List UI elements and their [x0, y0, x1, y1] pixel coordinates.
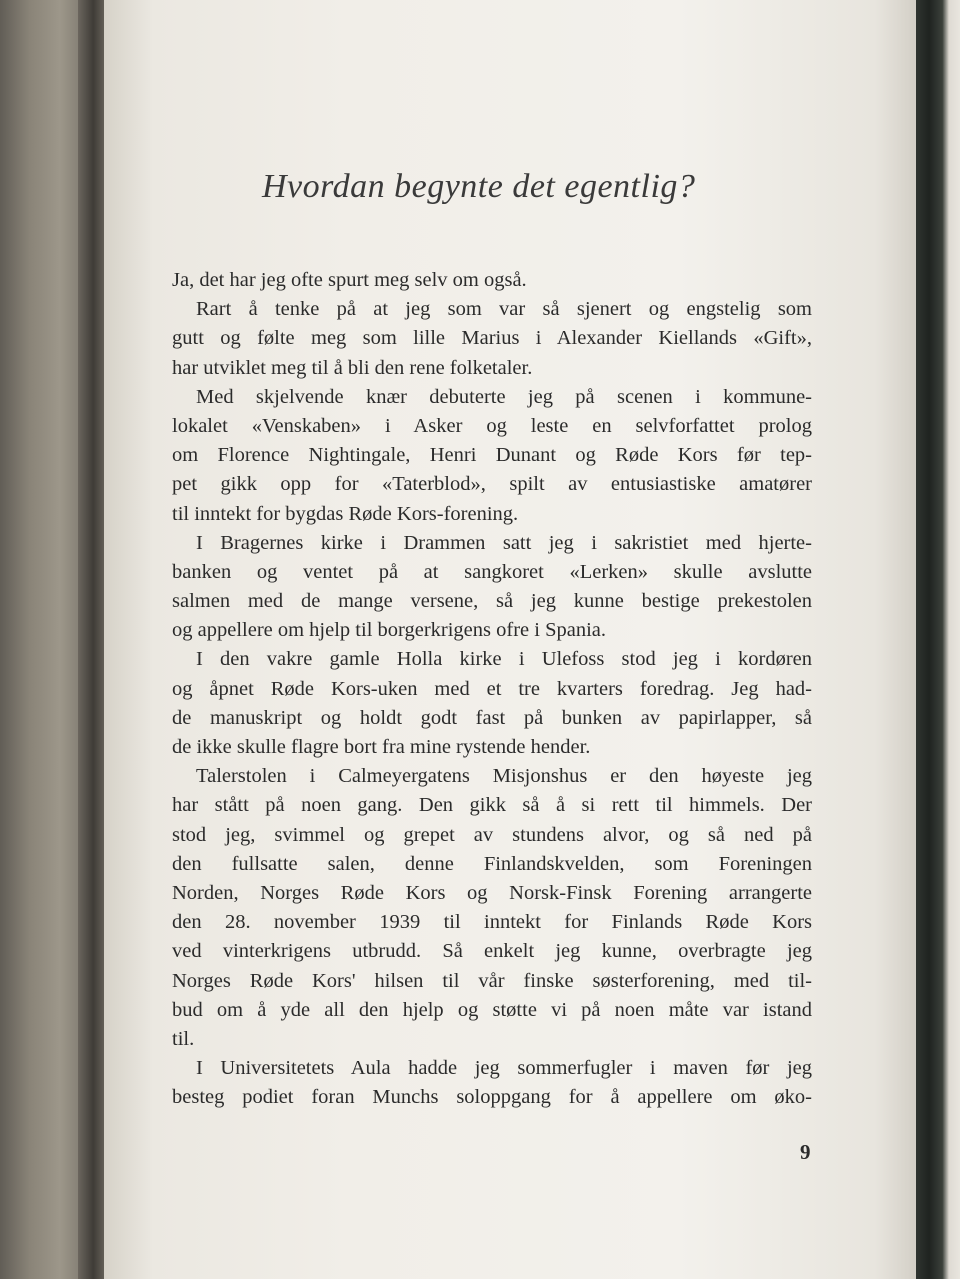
text-line: om Florence Nightingale, Henri Dunant og Røde Kors før tep-: [172, 444, 812, 467]
text-line: bud om å yde all den hjelp og støtte vi på noen måte var istand: [172, 998, 812, 1021]
chapter-title: Hvordan begynte det egentlig?: [262, 168, 696, 205]
text-line: besteg podiet foran Munchs soloppgang for å appellere om øko-: [172, 1086, 812, 1109]
text-line: har stått på noen gang. Den gikk så å si rett til himmels. Der: [172, 794, 812, 817]
text-line: stod jeg, svimmel og grepet av stundens alvor, og så ned på: [172, 823, 812, 846]
text-line: Ja, det har jeg ofte spurt meg selv om også.: [172, 269, 527, 291]
text-line: de ikke skulle flagre bort fra mine rystende hender.: [172, 736, 591, 758]
text-line: I den vakre gamle Holla kirke i Ulefoss stod jeg i kordøren: [196, 648, 812, 671]
page-number: 9: [800, 1140, 811, 1164]
text-line: og åpnet Røde Kors-uken med et tre kvarters foredrag. Jeg had-: [172, 677, 812, 700]
text-line: til.: [172, 1027, 195, 1050]
text-line: den fullsatte salen, denne Finlandskvelden, som Foreningen: [172, 852, 812, 875]
text-line: banken og ventet på at sangkoret «Lerken» skulle avslutte: [172, 560, 812, 583]
text-line: I Bragernes kirke i Drammen satt jeg i sakristiet med hjerte-: [196, 531, 812, 554]
text-line: gutt og følte meg som lille Marius i Alexander Kiellands «Gift»,: [172, 327, 812, 350]
text-line: og appellere om hjelp til borgerkrigens ofre i Spania.: [172, 619, 606, 642]
text-line: salmen med de mange versene, så jeg kunne bestige prekestolen: [172, 590, 812, 613]
body-text: [172, 266, 812, 1112]
text-line: I Universitetets Aula hadde jeg sommerfugler i maven før jeg: [196, 1057, 812, 1080]
text-line: pet gikk opp for «Taterblod», spilt av entusiastiske amatører: [172, 473, 812, 496]
text-line: til inntekt for bygdas Røde Kors-forening.: [172, 502, 519, 525]
text-line: har utviklet meg til å bli den rene folketaler.: [172, 356, 533, 379]
text-line: Med skjelvende knær debuterte jeg på scenen i kommune-: [196, 385, 812, 408]
text-line: de manuskript og holdt godt fast på bunken av papirlapper, så: [172, 706, 812, 729]
text-line: den 28. november 1939 til inntekt for Finlands Røde Kors: [172, 911, 812, 934]
text-line: ved vinterkrigens utbrudd. Så enkelt jeg kunne, overbragte jeg: [172, 940, 812, 963]
text-line: Norges Røde Kors' hilsen til vår finske søsterforening, med til-: [172, 969, 812, 992]
text-line: Rart å tenke på at jeg som var så sjenert og engstelig som: [196, 298, 812, 321]
text-line: Norden, Norges Røde Kors og Norsk-Finsk Forening arrangerte: [172, 881, 812, 904]
text-line: lokalet «Venskaben» i Asker og leste en selvforfattet prolog: [172, 414, 812, 437]
text-line: Talerstolen i Calmeyergatens Misjonshus er den høyeste jeg: [196, 765, 812, 788]
book-cover-edge: [916, 0, 960, 1279]
